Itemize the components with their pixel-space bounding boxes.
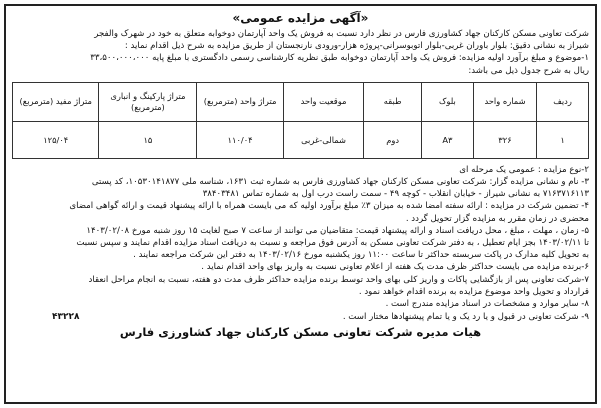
cell-floor: دوم (364, 121, 422, 158)
item-6: ۶-برنده مزایده می بایست حداکثر ظرف مدت یک هفته از اعلام تعاونی نسبت به واریز بهای واحد اقدام نماید . (201, 262, 589, 273)
item-5-line-a: ۵- زمان ، مهلت ، مبلغ ، محل دریافت اسناد و ارائه پیشنهاد قیمت: متقاضیان می توانند از ساعت ۷ صبح لغایت ۱۵ روز شنبه مورخ ۱۴۰۳/۰۲/۰۸ (86, 225, 589, 236)
item-2: ۲-نوع مزایده : عمومی یک مرحله ای (459, 164, 589, 175)
intro-line-1: شرکت تعاونی مسکن کارکنان جهاد کشاورزی فارس در نظر دارد نسبت به فروش یک واحد آپارتمان دوخوابه متعلق به خود در شهرک والفجر (94, 29, 589, 39)
item-4-line-a: ۴- تضمین شرکت در مزایده : ارائه سفته امضا شده به میزان ۳٪ مبلغ برآورد اولیه که می بایست همراه با ارائه پیشنهاد قیمت و ارائه گواهی امضای (69, 201, 589, 212)
item-9-row (12, 311, 589, 323)
table-header-row (13, 82, 589, 121)
cell-block: A۳ (421, 121, 473, 158)
cell-unit-position: شمالی-غربی (283, 121, 364, 158)
item-7-line-b: قرارداد و تحویل واحد موضوع مزایده به برنده اقدام خواهد نمود . (358, 286, 589, 297)
cell-unit-number: ۳۲۶ (473, 121, 536, 158)
units-table (12, 82, 589, 159)
item-5-line-c: به تحویل کلیه مدارک در پاکت سربسته حداکثر تا ساعت ۱۱:۰۰ روز یکشنبه مورخ ۱۴۰۳/۰۲/۱۶ به دفتر این شرکت مراجعه نمایند . (133, 250, 589, 261)
item-8: ۸- سایر موارد و مشخصات در اسناد مزایده مندرج است . (385, 299, 589, 310)
notice-frame (4, 4, 597, 404)
table-row (13, 121, 589, 158)
item-7-line-a: ۷-شرکت تعاونی پس از بازگشایی پاکات و واریز کلی بهای واحد توسط برنده مزایده حداکثر ظرف مدت دو هفته، نسبت به انجام مراحل انعقاد (88, 274, 589, 285)
notice-code: ۴۳۲۲۸ (52, 312, 80, 323)
item-1-line-b: ریال به شرح جدول ذیل می باشد: (468, 65, 589, 76)
header-floor: طبقه (364, 82, 422, 121)
item-4-line-b: محضری در زمان مقرر به مزایده گزار تحویل گردد . (405, 213, 589, 224)
item-1-line-a: ۱-موضوع و مبلغ برآورد اولیه مزایده: فروش یک واحد آپارتمان دوخوابه طبق نظریه کارشناسی رسمی دادگستری با مبلغ پایه ۳۳،۵۰۰،۰۰۰،۰۰۰ (90, 53, 589, 64)
cell-row-no: ۱ (537, 121, 589, 158)
cell-unit-area: ۱۱۰/۰۴ (197, 121, 283, 158)
header-row-no: ردیف (537, 82, 589, 121)
intro-line-2: شیراز به نشانی دقیق: بلوار باوران غربی-بلوار اتوبوسرانی-پروژه هزار-ورودی نارنجستان از طریق مزایده به شرح ذیل اقدام نماید : (124, 41, 589, 52)
header-unit-position: موقعیت واحد (283, 82, 364, 121)
cell-useful-area: ۱۲۵/۰۴ (13, 121, 99, 158)
cell-parking-storage-area: ۱۵ (99, 121, 197, 158)
notice-title: «آگهی مزایده عمومی» (232, 11, 369, 25)
item-9: ۹- شرکت تعاونی در قبول و یا رد یک و یا تمام پیشنهادها مختار است . (342, 312, 589, 323)
item-5-line-b: تا ۱۴۰۳/۰۲/۱۱ بجز ایام تعطیل ، به دفتر شرکت تعاونی مسکن به آدرس فوق مراجعه و نسبت به دریافت اسناد مزایده اقدام نمایند و سپس نسبت (76, 238, 589, 249)
header-parking-storage-area: متراژ پارکینگ و انباری (مترمربع) (99, 82, 197, 121)
header-unit-area: متراژ واحد (مترمربع) (197, 82, 283, 121)
item-3-line-a: ۳- نام و نشانی مزایده گزار: شرکت تعاونی مسکن کارکنان جهاد کشاورزی فارس به شماره ثبت ۱۶۳۱، شناسه ملی ۱۰۵۳۰۱۴۱۸۷۷، کد پستی (91, 177, 589, 188)
signature: هیات مدیره شرکت تعاونی مسکن کارکنان جهاد کشاورزی فارس (119, 325, 482, 340)
header-unit-number: شماره واحد (473, 82, 536, 121)
header-block: بلوک (421, 82, 473, 121)
header-useful-area: متراژ مفید (مترمربع) (13, 82, 99, 121)
item-3-line-b: ۷۱۶۳۷۱۶۱۱۳ به نشانی شیراز - خیابان انقلاب - کوچه ۴۹ - سمت راست درب اول به شماره تماس ۳۸۴۰۳۴۸۱ (202, 189, 589, 200)
